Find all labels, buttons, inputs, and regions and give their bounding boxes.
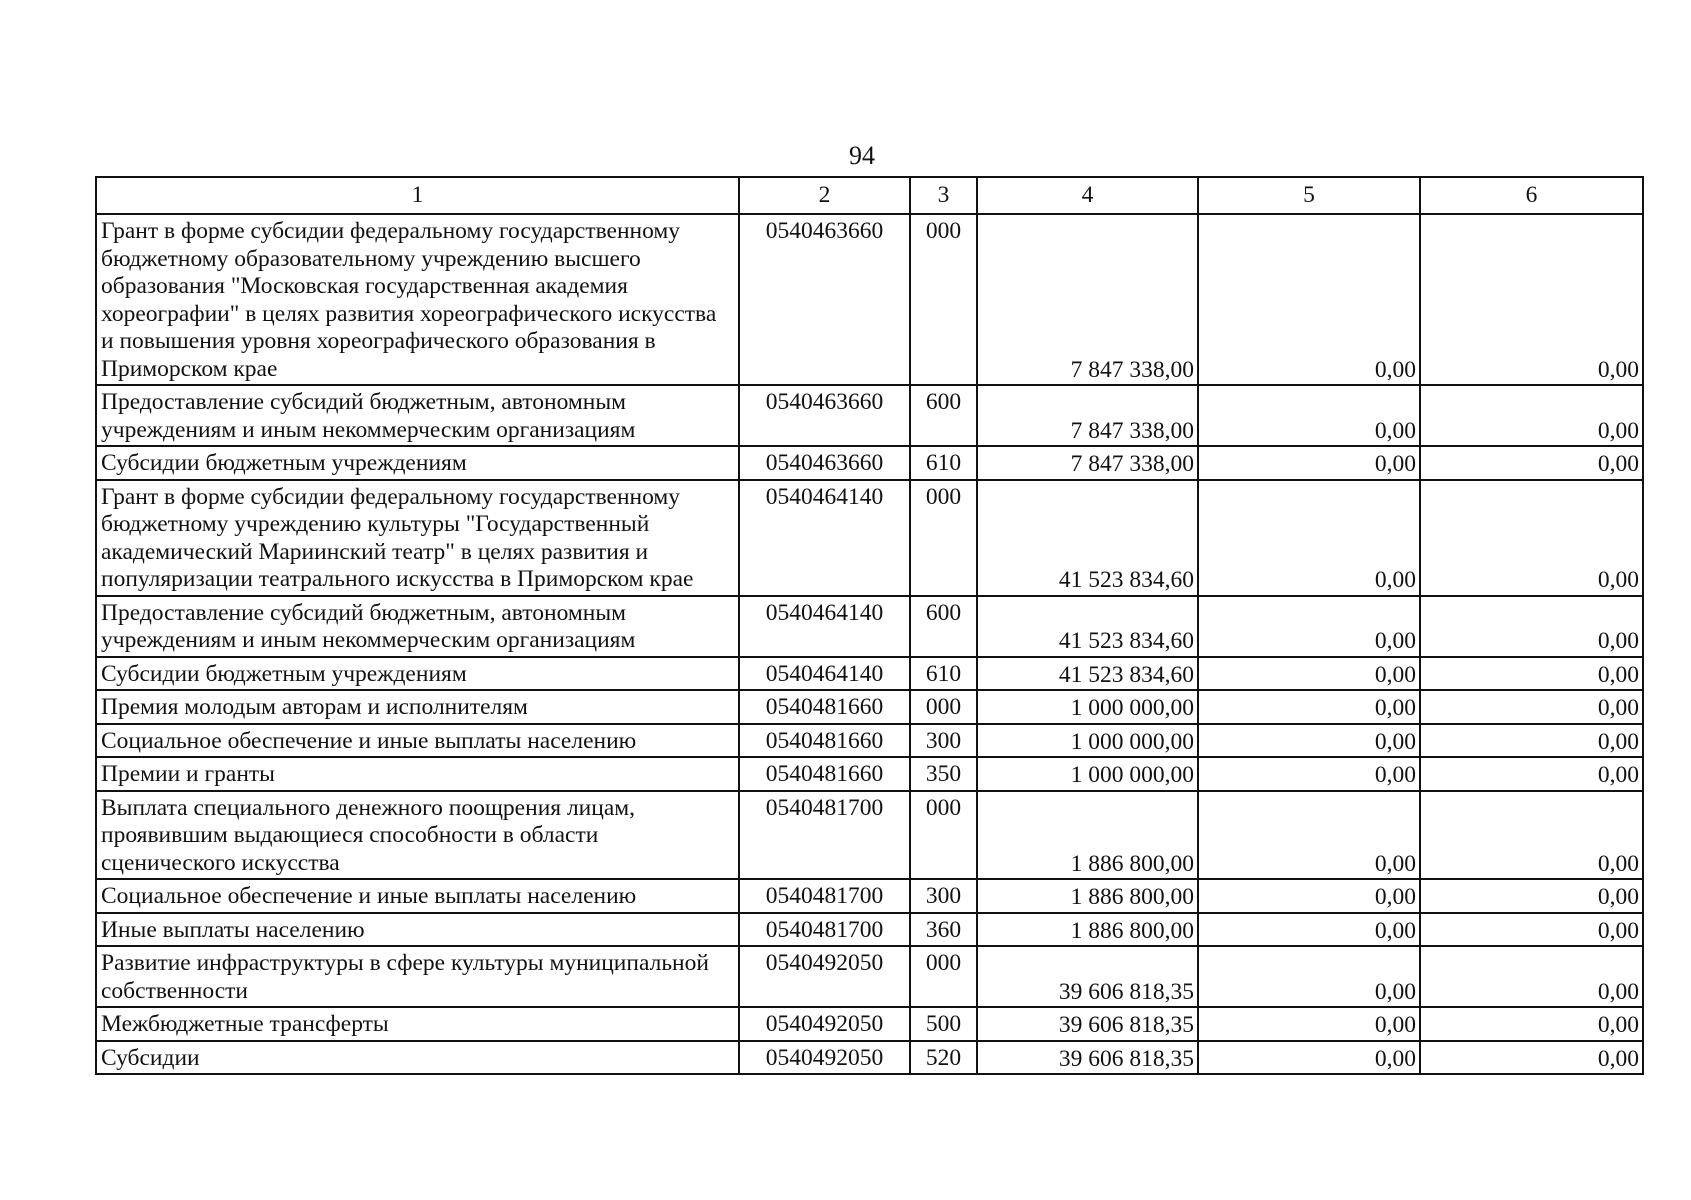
row-name: Социальное обеспечение и иные выплаты населению: [96, 724, 739, 758]
row-amount-col4: 39 606 818,35: [977, 1041, 1198, 1075]
row-target-code: 0540464140: [739, 596, 910, 657]
row-amount-col4: 41 523 834,60: [977, 596, 1198, 657]
row-target-code: 0540464140: [739, 480, 910, 596]
row-amount-col6: 0,00: [1420, 946, 1643, 1007]
row-target-code: 0540481700: [739, 913, 910, 947]
row-amount-col6: 0,00: [1420, 596, 1643, 657]
table-row: [96, 1007, 1643, 1041]
row-amount-col4: 39 606 818,35: [977, 1007, 1198, 1041]
row-name: Социальное обеспечение и иные выплаты населению: [96, 879, 739, 913]
row-amount-col6: 0,00: [1420, 1041, 1643, 1075]
row-target-code: 0540481700: [739, 791, 910, 880]
row-amount-col5: 0,00: [1198, 791, 1420, 880]
row-amount-col5: 0,00: [1198, 913, 1420, 947]
table-row: [96, 1041, 1643, 1075]
table-row: [96, 480, 1643, 596]
row-amount-col5: 0,00: [1198, 946, 1420, 1007]
row-target-code: 0540481660: [739, 724, 910, 758]
row-name: Субсидии бюджетным учреждениям: [96, 657, 739, 691]
row-expense-type: 610: [910, 446, 977, 480]
row-amount-col5: 0,00: [1198, 385, 1420, 446]
row-amount-col4: 1 886 800,00: [977, 879, 1198, 913]
row-amount-col4: 1 886 800,00: [977, 791, 1198, 880]
table-row: [96, 757, 1643, 791]
row-amount-col5: 0,00: [1198, 480, 1420, 596]
row-amount-col4: 7 847 338,00: [977, 214, 1198, 385]
column-header-2: 2: [739, 177, 910, 214]
row-amount-col4: 39 606 818,35: [977, 946, 1198, 1007]
row-amount-col5: 0,00: [1198, 879, 1420, 913]
row-amount-col4: 1 000 000,00: [977, 757, 1198, 791]
row-expense-type: 000: [910, 791, 977, 880]
row-amount-col5: 0,00: [1198, 214, 1420, 385]
table-row: [96, 214, 1643, 385]
row-amount-col4: 41 523 834,60: [977, 657, 1198, 691]
row-name: Предоставление субсидий бюджетным, автономным учреждениям и иным некоммерческим организациям: [96, 385, 739, 446]
row-target-code: 0540492050: [739, 1041, 910, 1075]
row-amount-col5: 0,00: [1198, 1007, 1420, 1041]
table-row: [96, 446, 1643, 480]
row-expense-type: 300: [910, 724, 977, 758]
row-expense-type: 610: [910, 657, 977, 691]
table-body: [96, 214, 1643, 1074]
row-name: Субсидии бюджетным учреждениям: [96, 446, 739, 480]
row-target-code: 0540492050: [739, 1007, 910, 1041]
row-name: Иные выплаты населению: [96, 913, 739, 947]
row-expense-type: 600: [910, 385, 977, 446]
table-row: [96, 946, 1643, 1007]
row-name: Премия молодым авторам и исполнителям: [96, 690, 739, 724]
table-row: [96, 385, 1643, 446]
row-amount-col4: 1 886 800,00: [977, 913, 1198, 947]
row-expense-type: 360: [910, 913, 977, 947]
row-amount-col6: 0,00: [1420, 791, 1643, 880]
row-target-code: 0540463660: [739, 385, 910, 446]
row-expense-type: 520: [910, 1041, 977, 1075]
table-row: [96, 913, 1643, 947]
header-row: [96, 177, 1643, 214]
column-header-1: 1: [96, 177, 739, 214]
row-amount-col6: 0,00: [1420, 724, 1643, 758]
row-name: Грант в форме субсидии федеральному государственному бюджетному учреждению культуры "Государственный академический Мариинский театр" в целях развития и популяризации театрального искусства в Приморском крае: [96, 480, 739, 596]
row-name: Премии и гранты: [96, 757, 739, 791]
row-expense-type: 000: [910, 480, 977, 596]
row-amount-col6: 0,00: [1420, 385, 1643, 446]
budget-table: [95, 176, 1644, 1075]
column-header-3: 3: [910, 177, 977, 214]
row-amount-col4: 1 000 000,00: [977, 724, 1198, 758]
row-target-code: 0540463660: [739, 446, 910, 480]
table-row: [96, 657, 1643, 691]
table-row: [96, 690, 1643, 724]
row-target-code: 0540492050: [739, 946, 910, 1007]
row-target-code: 0540464140: [739, 657, 910, 691]
row-amount-col5: 0,00: [1198, 657, 1420, 691]
row-name: Межбюджетные трансферты: [96, 1007, 739, 1041]
row-amount-col5: 0,00: [1198, 690, 1420, 724]
table-row: [96, 724, 1643, 758]
row-expense-type: 000: [910, 214, 977, 385]
row-target-code: 0540481700: [739, 879, 910, 913]
page-number: 94: [849, 141, 875, 170]
row-amount-col5: 0,00: [1198, 446, 1420, 480]
row-expense-type: 000: [910, 946, 977, 1007]
row-amount-col6: 0,00: [1420, 690, 1643, 724]
row-amount-col5: 0,00: [1198, 596, 1420, 657]
row-expense-type: 500: [910, 1007, 977, 1041]
row-amount-col6: 0,00: [1420, 879, 1643, 913]
row-name: Грант в форме субсидии федеральному государственному бюджетному образовательному учреждению высшего образования "Московская государственная академия хореографии" в целях развития хореографического искусства и повышения уровня хореографического образования в Приморском крае: [96, 214, 739, 385]
row-amount-col5: 0,00: [1198, 757, 1420, 791]
row-target-code: 0540463660: [739, 214, 910, 385]
row-amount-col6: 0,00: [1420, 913, 1643, 947]
row-expense-type: 600: [910, 596, 977, 657]
row-amount-col4: 1 000 000,00: [977, 690, 1198, 724]
row-amount-col6: 0,00: [1420, 214, 1643, 385]
row-expense-type: 350: [910, 757, 977, 791]
row-target-code: 0540481660: [739, 757, 910, 791]
row-name: Субсидии: [96, 1041, 739, 1075]
column-header-6: 6: [1420, 177, 1643, 214]
row-amount-col5: 0,00: [1198, 724, 1420, 758]
row-amount-col4: 7 847 338,00: [977, 385, 1198, 446]
row-amount-col6: 0,00: [1420, 1007, 1643, 1041]
row-name: Предоставление субсидий бюджетным, автономным учреждениям и иным некоммерческим организациям: [96, 596, 739, 657]
row-amount-col6: 0,00: [1420, 657, 1643, 691]
table-row: [96, 791, 1643, 880]
row-name: Развитие инфраструктуры в сфере культуры муниципальной собственности: [96, 946, 739, 1007]
row-expense-type: 000: [910, 690, 977, 724]
row-amount-col4: 7 847 338,00: [977, 446, 1198, 480]
row-expense-type: 300: [910, 879, 977, 913]
row-amount-col6: 0,00: [1420, 480, 1643, 596]
table-header: [96, 177, 1643, 214]
row-amount-col6: 0,00: [1420, 446, 1643, 480]
row-amount-col5: 0,00: [1198, 1041, 1420, 1075]
column-header-5: 5: [1198, 177, 1420, 214]
table-row: [96, 596, 1643, 657]
row-target-code: 0540481660: [739, 690, 910, 724]
row-amount-col4: 41 523 834,60: [977, 480, 1198, 596]
table-row: [96, 879, 1643, 913]
row-amount-col6: 0,00: [1420, 757, 1643, 791]
column-header-4: 4: [977, 177, 1198, 214]
row-name: Выплата специального денежного поощрения лицам, проявившим выдающиеся способности в области сценического искусства: [96, 791, 739, 880]
